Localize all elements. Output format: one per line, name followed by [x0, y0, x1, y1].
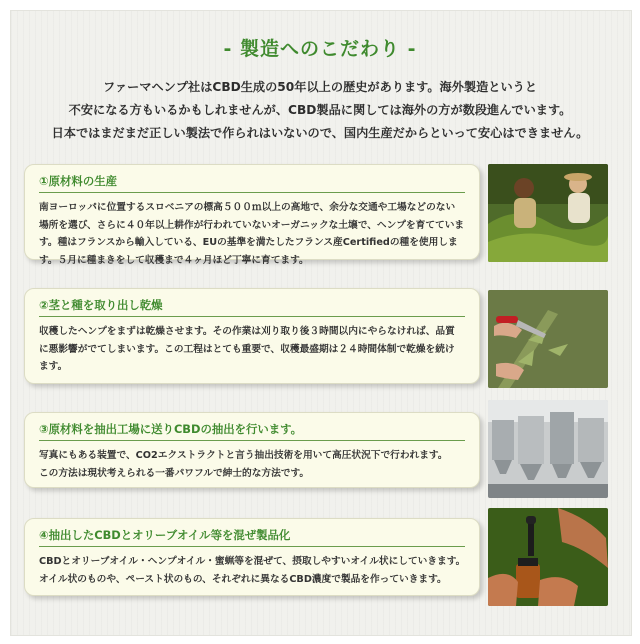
section-card-extraction: [24, 412, 480, 488]
section-body-line: 収穫したヘンプをまずは乾燥させます。その作業は刈り取り後３時間以内にやらなければ、品質: [39, 326, 455, 337]
section-body-line: に悪影響がでてしまいます。この工程はとても重要で、収穫最盛期は２４時間体制で乾燥を続け: [39, 343, 455, 355]
intro-text: [0, 76, 640, 145]
intro-line: 不安になる方もいるかもしれませんが、CBD製品に関しては海外の方が数段進んでいます。: [68, 103, 572, 117]
section-body: [39, 447, 471, 482]
section-body-line: 場所を選び、さらに４０年以上耕作が行われていないオーガニックな土壌で、ヘンプを育てていま: [39, 219, 465, 231]
section-heading: ②茎と種を取り出し乾燥: [39, 297, 465, 317]
hemp-cutting-photo: [488, 290, 608, 388]
section-card-drying: [24, 288, 480, 384]
section-body-line: この方法は現状考えられる一番パワフルで紳士的な方法です。: [39, 467, 310, 479]
section-body-line: オイル状のものや、ペースト状のもの、それぞれに異なるCBD濃度で製品を作っていきます。: [39, 573, 447, 585]
section-body-line: 写真にもある装置で、CO2エクストラクトと言う抽出技術を用いて高圧状況下で行われます。: [39, 450, 448, 461]
section-body-line: す。種はフランスから輸入している、EUの基準を満たしたフランス産Certifiedの種を使用しま: [39, 237, 458, 248]
section-body: [39, 199, 471, 269]
section-body: [39, 323, 471, 376]
section-body: [39, 553, 471, 588]
section-body-line: CBDとオリーブオイル・ヘンプオイル・蜜蝋等を混ぜて、摂取しやすいオイル状にしていきます。: [39, 556, 466, 567]
extraction-machine-photo: [488, 400, 608, 498]
section-heading: ④抽出したCBDとオリーブオイル等を混ぜ製品化: [39, 527, 465, 547]
intro-line: 日本ではまだまだ正しい製法で作られはいないので、国内生産だからといって安心はできません。: [51, 126, 589, 140]
section-body-line: 南ヨーロッパに位置するスロベニアの標高５００ｍ以上の高地で、余分な交通や工場などのない: [39, 202, 456, 213]
section-heading: ③原材料を抽出工場に送りCBDの抽出を行います。: [39, 421, 465, 441]
section-body-line: ます。: [39, 361, 68, 372]
section-body-line: す。５月に種まきをして収穫まで４ヶ月ほど丁寧に育てます。: [39, 254, 309, 266]
section-card-raw-material: [24, 164, 480, 266]
section-heading: ①原材料の生産: [39, 173, 465, 193]
farmers-harvest-photo: [488, 164, 608, 262]
section-card-production: [24, 518, 480, 596]
page-title: - 製造へのこだわり -: [223, 38, 417, 60]
cbd-oil-dropper-photo: [488, 508, 608, 606]
intro-line: ファーマヘンプ社はCBD生成の50年以上の歴史があります。海外製造というと: [102, 80, 538, 94]
